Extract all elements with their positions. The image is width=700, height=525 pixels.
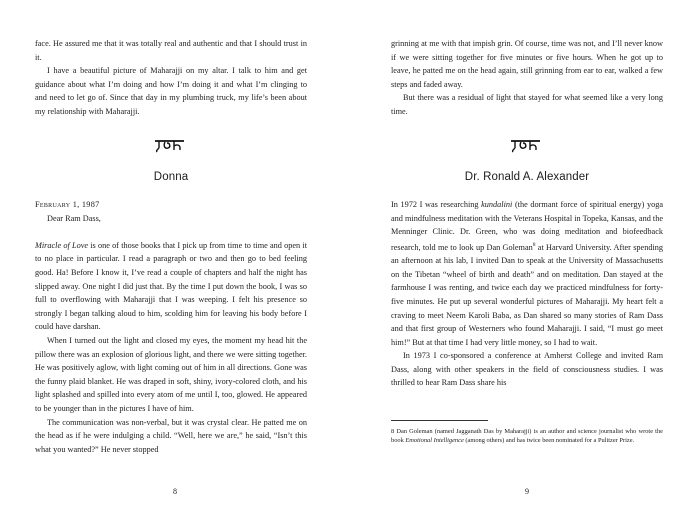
right-top-text [391, 37, 663, 119]
footnote-reference: 8 [532, 241, 536, 248]
footnote-number: 8 [391, 428, 395, 435]
page-number: 8 [173, 487, 177, 496]
section-ornament-icon [507, 138, 547, 154]
left-top-paragraph-1: face. He assured me that it was totally real and authentic and that I should trust in it. [35, 39, 307, 62]
letter-paragraph-1 [35, 239, 307, 334]
page-number: 9 [525, 487, 529, 496]
section-heading: Donna [153, 171, 189, 183]
book-title: Miracle of Love [35, 240, 89, 250]
footnote-book-title: Emotional Intelligence [405, 437, 464, 445]
right-page [350, 0, 700, 525]
salutation: Dear Ram Dass, [47, 213, 101, 223]
right-paragraph-2: In 1973 I co-sponsored a conference at Amherst College and invited Ram Dass, along with other speakers in the field of consciousness studies. I was thrilled to hear Ram Dass share his [391, 351, 663, 388]
right-paragraph-1-part-b: (the dormant force of spiritual energy) yoga and mindfulness meditation with the Veterans Hospital in Topeka, Kansas, and the Menninger Clinic. Dr. Green, who was doing meditation and biofeedback research, told me to look up Dan Goleman [391, 200, 663, 252]
left-letter-text [35, 198, 307, 456]
footnote [391, 427, 663, 446]
letter-paragraph-2: When I turned out the light and closed my eyes, the moment my head hit the pillow there was an explosion of glorious light, and there we were sitting together. He was positively aglow, with light coming out of him in all directions. Gone was the funny plaid blanket. He was draped in soft, shiny, ivory-colored cloth, and his light splashed and spilled into every atom of me until I, too, glowed. He appeared to be younger than in the pictures I have of him. [35, 335, 307, 413]
dateline: February 1, 1987 [35, 200, 100, 209]
right-top-paragraph-2: But there was a residual of light that stayed for what seemed like a very long time. [391, 93, 663, 116]
footnote-text-b: (among others) and has twice been nominated for a Pulitzer Prize. [463, 437, 635, 445]
footnote-text-a: Dan Goleman (named Jagganath Das by Maharajji) is an author and science journalist who wrote the book [391, 428, 663, 445]
right-top-paragraph-1: grinning at me with that impish grin. Of course, time was not, and I’ll never know if we were sitting together for five minutes or five hours. When he got up to leave, he patted me on the head again, still grinning from ear to ear, walked a few steps and faded away. [391, 39, 663, 89]
right-paragraph-1-part-c: at Harvard University. After spending an afternoon at his lab, I invited Dan to speak at the University of Massachusetts on the Tibetan “wheel of birth and death” and on meditation. Dan stayed at the farmhouse I was renting, and twice each day we practiced mindfulness for forty-five minutes. He put up several wonderful pictures of Maharajji. My heart felt a craving to meet Neem Karoli Baba, as Dan shared so many stories of Ram Dass and that first group of Westerners who found Maharajji. I said, “I must go meet him!” But at that time I had very little money, so I had to wait. [391, 242, 664, 347]
right-paragraph-1 [391, 198, 663, 349]
kundalini-term: kundalini [481, 200, 513, 209]
right-paragraph-1-part-a: In 1972 I was researching [391, 200, 482, 209]
right-body-text [391, 198, 663, 390]
letter-paragraph-1-text: is one of those books that I pick up from time to time and open it to no place in particular. I read a paragraph or two and then go to bed feeling good. Ha! Before I know it, I’ve read a couple of chapters and half the night has slipped away. One night I did just that. By the time I put down the book, I was so full to overflowing with Maharajji that I was weeping. I felt his presence so strongly I began talking aloud to him, scolding him for leaving his body before I could have darshan. [35, 240, 307, 332]
left-top-paragraph-2: I have a beautiful picture of Maharajji on my altar. I talk to him and get guidance about what I’m doing and how I’m doing it and what I’m clinging to and need to let go of. Since that day in my plumbing truck, my life’s been about my relationship with Maharajji. [35, 66, 307, 116]
footnote-rule [391, 420, 488, 421]
letter-paragraph-3: The communication was non-verbal, but it was crystal clear. He patted me on the head as if he were indulging a child. “Well, here we are,” he said, “Isn’t this what you wanted?” He never stopped [35, 417, 307, 454]
left-top-text [35, 37, 307, 119]
section-ornament-icon [151, 138, 191, 154]
section-heading: Dr. Ronald A. Alexander [464, 171, 590, 183]
